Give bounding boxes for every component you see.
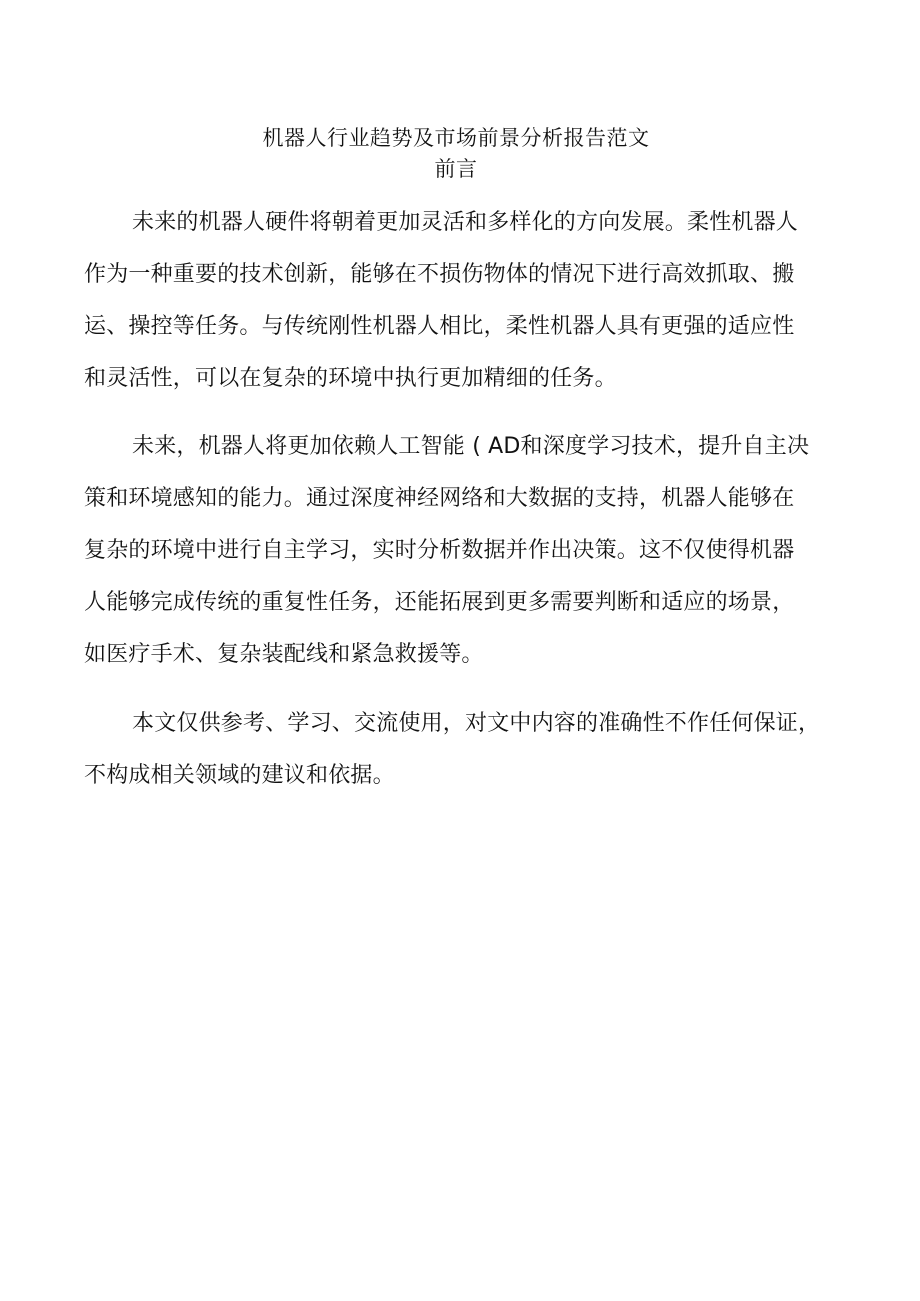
- paragraph-line: 未来，机器人将更加依赖人工智能 ( AD和深度学习技术，提升自主决: [132, 434, 810, 459]
- paragraph-line: 复杂的环境中进行自主学习，实时分析数据并作出决策。这不仅使得机器: [84, 538, 795, 563]
- paragraph-line: 人能够完成传统的重复性任务，还能拓展到更多需要判断和适应的场景，: [84, 590, 795, 615]
- document-title: 机器人行业趋势及市场前景分析报告范文: [262, 126, 650, 150]
- paragraph-3: [84, 698, 844, 802]
- paragraph-line: 策和环境感知的能力。通过深度神经网络和大数据的支持，机器人能够在: [84, 486, 795, 511]
- paragraph-2: [84, 421, 844, 681]
- paragraph-1: [84, 197, 844, 405]
- paragraph-line: 和灵活性，可以在复杂的环境中执行更加精细的任务。: [84, 366, 617, 391]
- paragraph-line: 本文仅供参考、学习、交流使用，对文中内容的准确性不作任何保证，: [132, 711, 821, 736]
- paragraph-line: 作为一种重要的技术创新，能够在不损伤物体的情况下进行高效抓取、搬: [84, 262, 795, 287]
- paragraph-line: 未来的机器人硬件将朝着更加灵活和多样化的方向发展。柔性机器人: [132, 210, 799, 235]
- paragraph-line: 不构成相关领域的建议和依据。: [84, 763, 395, 788]
- paragraph-line: 如医疗手术、复杂装配线和紧急救援等。: [84, 642, 484, 667]
- paragraph-line: 运、操控等任务。与传统刚性机器人相比，柔性机器人具有更强的适应性: [84, 314, 795, 339]
- document-subtitle: 前言: [434, 157, 478, 181]
